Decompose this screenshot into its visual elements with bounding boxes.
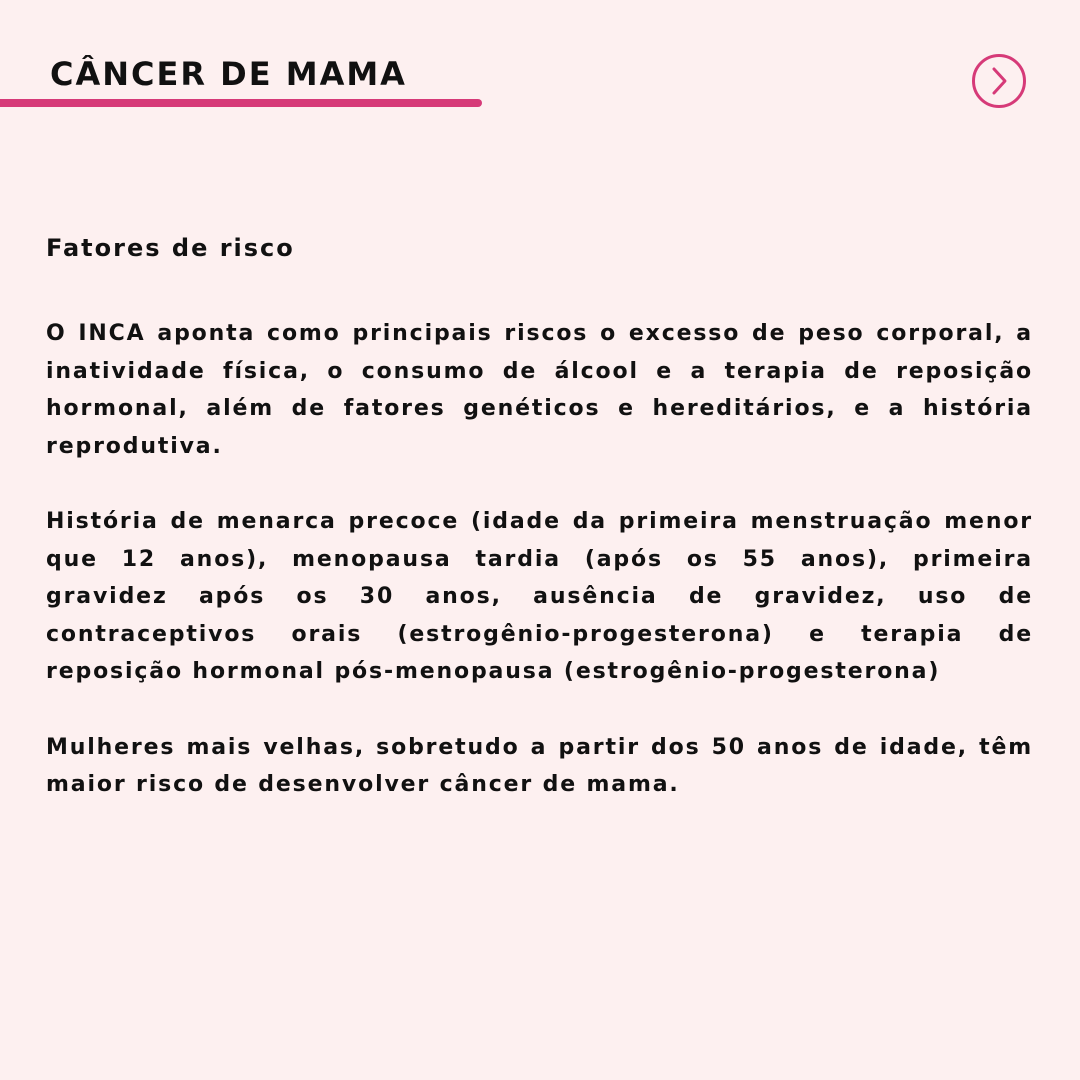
paragraph-reproductive-history: História de menarca precoce (idade da primeira menstruação menor que 12 anos), menopausa tardia (após os 55 anos), primeira gravidez após os 30 anos, ausência de gravidez, uso de contraceptivos orais (estrogênio-progesterona) e terapia de reposição hormonal pós-menopausa (estrogênio-progesterona) bbox=[46, 509, 1033, 684]
chevron-right-circle-icon bbox=[971, 53, 1027, 109]
next-button[interactable] bbox=[971, 53, 1027, 109]
title-underline bbox=[0, 99, 482, 107]
section-heading: Fatores de risco bbox=[46, 234, 295, 262]
paragraph-age-risk: Mulheres mais velhas, sobretudo a partir dos 50 anos de idade, têm maior risco de desenvolver câncer de mama. bbox=[46, 734, 1033, 797]
paragraph-risk-factors: O INCA aponta como principais riscos o excesso de peso corporal, a inatividade física, o consumo de álcool e a terapia de reposição hormonal, além de fatores genéticos e hereditários, e a história reprodutiva. bbox=[46, 321, 1033, 459]
page-title: CÂNCER DE MAMA bbox=[50, 55, 407, 93]
content-area bbox=[46, 229, 1033, 804]
